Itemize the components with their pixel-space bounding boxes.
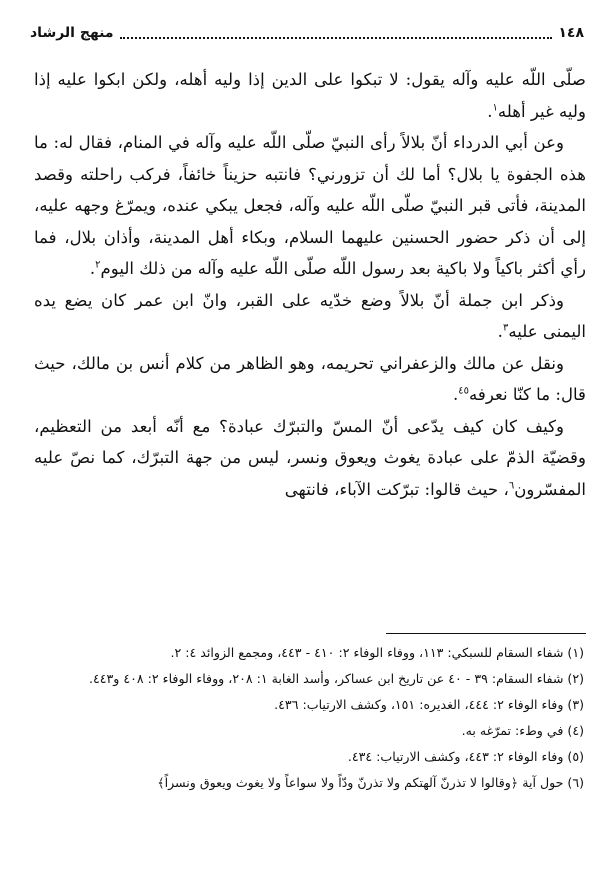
- footnote-ref-2: ٢: [95, 259, 101, 271]
- header-leader-dots: [120, 27, 553, 39]
- paragraph-3: وذكر ابن جملة أنّ بلالاً وضع خدّيه على القبر، وانّ ابن عمر كان يضع يده اليمنى عليه$^٣$.: [34, 290, 586, 341]
- page-number: ١٤٨: [558, 25, 584, 41]
- footnote-5: (٥) وفاء الوفاء ٢: ٤٤٣، وكشف الارتياب: ٤٣٤.: [347, 749, 584, 764]
- paragraph-1: صلّى اللّه عليه وآله يقول: لا تبكوا على الدين إذا وليه أهله، ولكن ابكوا عليه إذا وليه غير أهله$^١$.: [34, 70, 586, 121]
- footnote-ref-6: ٦: [508, 479, 515, 491]
- footnote-ref-3: ٣: [502, 322, 509, 334]
- paragraph-2: وعن أبي الدرداء أنّ بلالاً رأى النبيّ صلّى اللّه عليه وآله في المنام، فقال له: ما هذه الجفوة يا بلال؟ أما لك أن تزورني؟ فانتبه حزيناً خائفاً، فركب راحلته وقصد المدينة، فأتى قبر النبيّ صلّى اللّه عليه وآله، فجعل يبكي عنده، ويمرّغ وجهه عليه، إلى أن ذكر حضور الحسنين عليهما السلام، وبكاء أهل المدينة، وأذان بلال، فما رأي أكثر باكياً ولا باكية بعد رسول اللّه صلّى اللّه عليه وآله من ذلك اليوم$^٢$.: [34, 133, 586, 278]
- main-text: [34, 64, 586, 505]
- paragraph-5: وكيف كان كيف يدّعى أنّ المسّ والتبرّك عبادة؟ مع أنّه أبعد من التعظيم، وقضيّة الذمّ على عبادة يغوث ويعوق ونسر، ليس من جهة التبرّك، كما نصّ عليه المفسّرون$^٦$، حيث قالوا: تبرّكت الآباء، فانتهى: [34, 416, 586, 499]
- footnote-2: (٢) شفاء السقام: ٣٩ - ٤٠ عن تاريخ ابن عساكر، وأسد الغابة ١: ٢٠٨، ووفاء الوفاء ٢: ٤٠٨ و٤٤٣.: [88, 671, 584, 686]
- footnote-6: (٦) حول آية ﴿وقالوا لا تذرنّ آلهتكم ولا تذرنّ ودّاً ولا سواعاً ولا يغوث ويعوق ونسراً﴾: [157, 775, 584, 790]
- footnote-3: (٣) وفاء الوفاء ٢: ٤٤٤، الغديره: ١٥١، وكشف الارتياب: ٤٣٦.: [274, 697, 584, 712]
- paragraph-4: ونقل عن مالك والزعفراني تحريمه، وهو الظاهر من كلام أنس بن مالك، حيث قال: ما كنّا نعرفه$^{٤٥}$.: [34, 353, 586, 404]
- footnote-separator: [386, 633, 586, 634]
- running-title: منهج الرشاد: [30, 25, 114, 41]
- footnote-ref-1: ١: [492, 101, 498, 113]
- footnote-ref-4: ٤: [458, 385, 464, 397]
- footnote-1: (١) شفاء السقام للسبكي: ١١٣، ووفاء الوفاء ٢: ٤١٠ - ٤٤٣، ومجمع الزوائد ٤: ٢.: [170, 645, 584, 660]
- footnote-4: (٤) في وطء: تمرّغه به.: [461, 723, 584, 738]
- page-header: [30, 20, 584, 46]
- footnote-ref-5: ٥: [463, 385, 470, 397]
- footnotes: [30, 640, 584, 796]
